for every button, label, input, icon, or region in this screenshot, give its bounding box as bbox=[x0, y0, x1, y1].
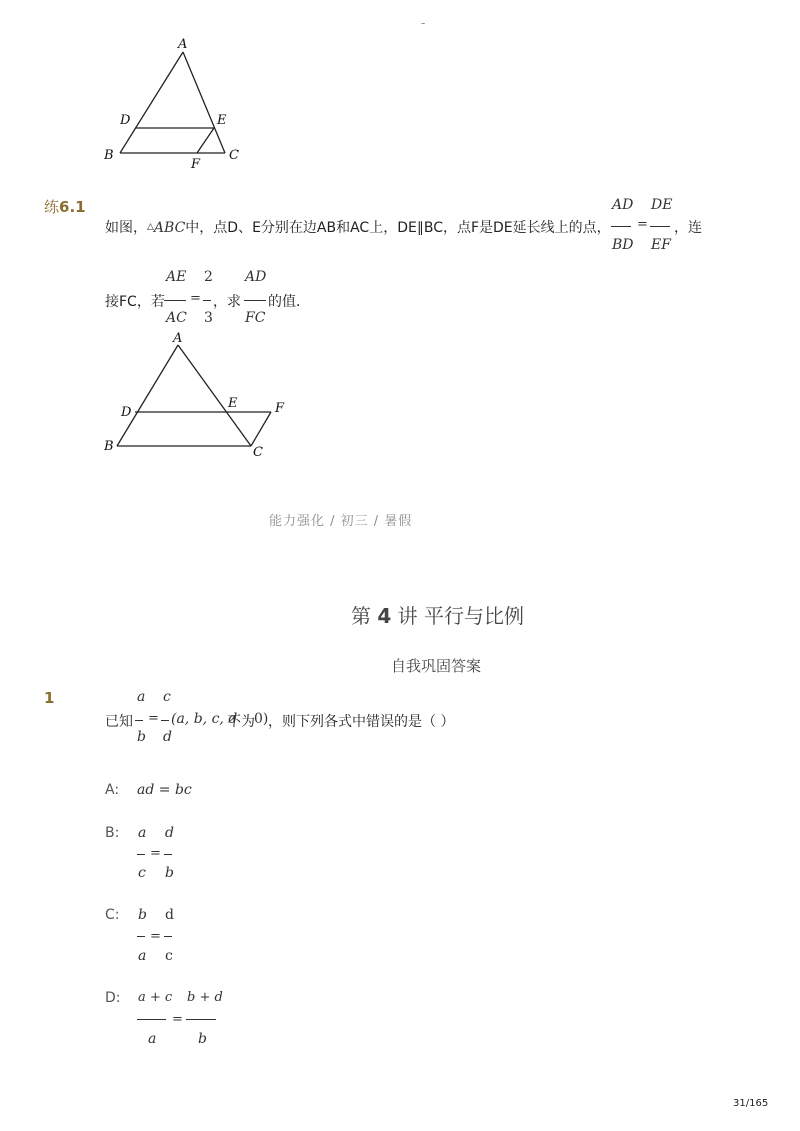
option-a-expr: ad = bc bbox=[137, 782, 192, 798]
subtitle: 自我巩固答案 bbox=[391, 657, 482, 675]
top-mark: - bbox=[421, 16, 426, 30]
question-text-3: ，则下列各式中错误的是（ ） bbox=[268, 714, 455, 730]
exercise-text-1: 如图， bbox=[105, 220, 147, 236]
option-b-den-2: b bbox=[165, 865, 174, 881]
frac1-numerator: AD bbox=[612, 197, 634, 213]
option-c-bar-1 bbox=[137, 936, 145, 937]
section-title bbox=[351, 600, 524, 629]
option-d-bar-1 bbox=[137, 1019, 166, 1020]
fig2-side-ac bbox=[178, 345, 251, 446]
fig1-side-ab bbox=[120, 52, 183, 153]
option-c-den-2: c bbox=[165, 948, 173, 964]
frac3-bar bbox=[164, 300, 186, 301]
fig1-label-f: F bbox=[191, 157, 201, 172]
page-header: 能力强化 / 初三 / 暑假 bbox=[269, 514, 413, 529]
fig2-label-c: C bbox=[253, 445, 263, 460]
option-c-bar-2 bbox=[164, 936, 172, 937]
exercise-text-3: 接FC，若 bbox=[105, 294, 165, 310]
exercise-line1-end: ，连 bbox=[674, 220, 702, 236]
fig1-label-b: B bbox=[104, 148, 114, 163]
option-b-bar-2 bbox=[164, 854, 172, 855]
frac1-bar bbox=[611, 226, 631, 227]
frac1-denominator: BD bbox=[612, 237, 634, 253]
frac2-numerator: DE bbox=[651, 197, 673, 213]
fig1-label-a: A bbox=[178, 37, 188, 52]
section-title-post: 讲 平行与比例 bbox=[397, 604, 524, 628]
option-c-num-2: d bbox=[165, 907, 174, 923]
fig1-side-ac bbox=[183, 52, 225, 153]
frac4-bar bbox=[203, 300, 211, 301]
exercise-label-prefix: 练 bbox=[44, 198, 60, 216]
fig2-label-f: F bbox=[275, 401, 285, 416]
exercise-text-4: ，求 bbox=[213, 294, 241, 310]
fig1-label-d: D bbox=[120, 113, 131, 128]
triangle-symbol: △ bbox=[147, 222, 154, 232]
option-b-label[interactable]: B: bbox=[105, 825, 120, 841]
option-c-num-1: b bbox=[138, 907, 147, 923]
option-d-den-1: a bbox=[148, 1031, 157, 1047]
option-b-num-1: a bbox=[138, 825, 147, 841]
option-d-bar-2 bbox=[186, 1019, 216, 1020]
exercise-label-number: 6.1 bbox=[59, 198, 86, 216]
question-condition: (a, b, c, d bbox=[171, 711, 238, 727]
section-title-number: 4 bbox=[377, 604, 392, 628]
exercise-line-1 bbox=[105, 217, 611, 237]
triangle-figure-1 bbox=[98, 34, 258, 174]
fig1-label-c: C bbox=[229, 148, 239, 163]
option-b-equals: = bbox=[150, 846, 161, 861]
exercise-text-5: 的值． bbox=[268, 294, 310, 310]
section-title-pre: 第 bbox=[351, 604, 371, 628]
option-b-num-2: d bbox=[165, 825, 174, 841]
frac2-bar bbox=[650, 226, 670, 227]
option-d-label[interactable]: D: bbox=[105, 990, 121, 1006]
frac5-denominator: FC bbox=[245, 310, 266, 326]
frac3-numerator: AE bbox=[166, 269, 187, 285]
question-frac-a: a bbox=[137, 689, 146, 705]
question-frac-c: c bbox=[163, 689, 171, 705]
question-frac-bar-2 bbox=[161, 720, 169, 721]
frac-equals-2: = bbox=[190, 291, 201, 306]
option-c-label[interactable]: C: bbox=[105, 907, 120, 923]
frac4-numerator: 2 bbox=[204, 269, 213, 285]
question-equals: = bbox=[148, 711, 159, 726]
triangle-abc: ABC bbox=[153, 220, 186, 236]
exercise-text-2: 中，点D、E分别在边AB和AC上，DE∥BC，点F是DE延长线上的点， bbox=[185, 220, 611, 236]
question-text-2: 不为 bbox=[227, 714, 255, 730]
frac5-numerator: AD bbox=[245, 269, 267, 285]
question-zero: 0) bbox=[254, 711, 269, 727]
fig1-segment-ef bbox=[197, 128, 214, 153]
fig1-label-e: E bbox=[217, 113, 227, 128]
option-c-equals: = bbox=[150, 929, 161, 944]
option-d-equals: = bbox=[172, 1012, 183, 1027]
option-d-num-2: b + d bbox=[187, 990, 223, 1005]
question-frac-b: b bbox=[137, 729, 146, 745]
question-frac-bar-1 bbox=[135, 720, 143, 721]
exercise-label bbox=[44, 196, 86, 217]
fig2-label-d: D bbox=[121, 405, 132, 420]
question-number: 1 bbox=[44, 689, 55, 707]
frac5-bar bbox=[244, 300, 266, 301]
fig2-label-b: B bbox=[104, 439, 114, 454]
option-a-label[interactable]: A: bbox=[105, 782, 120, 798]
frac3-denominator: AC bbox=[166, 310, 187, 326]
frac-equals-1: = bbox=[637, 217, 648, 232]
fig2-label-e: E bbox=[228, 396, 238, 411]
fig2-side-ab bbox=[117, 345, 178, 446]
frac2-denominator: EF bbox=[651, 237, 671, 253]
frac4-denominator: 3 bbox=[204, 310, 213, 326]
question-text-1: 已知 bbox=[105, 714, 133, 730]
fig2-segment-fc bbox=[251, 412, 271, 446]
option-b-bar-1 bbox=[137, 854, 145, 855]
triangle-figure-2 bbox=[98, 328, 298, 463]
option-c-den-1: a bbox=[138, 948, 147, 964]
fig2-label-a: A bbox=[173, 331, 183, 346]
option-d-den-2: b bbox=[198, 1031, 207, 1047]
page-number: 31/165 bbox=[733, 1098, 769, 1109]
question-frac-d: d bbox=[163, 729, 172, 745]
option-d-num-1: a + c bbox=[138, 990, 173, 1005]
option-b-den-1: c bbox=[138, 865, 146, 881]
